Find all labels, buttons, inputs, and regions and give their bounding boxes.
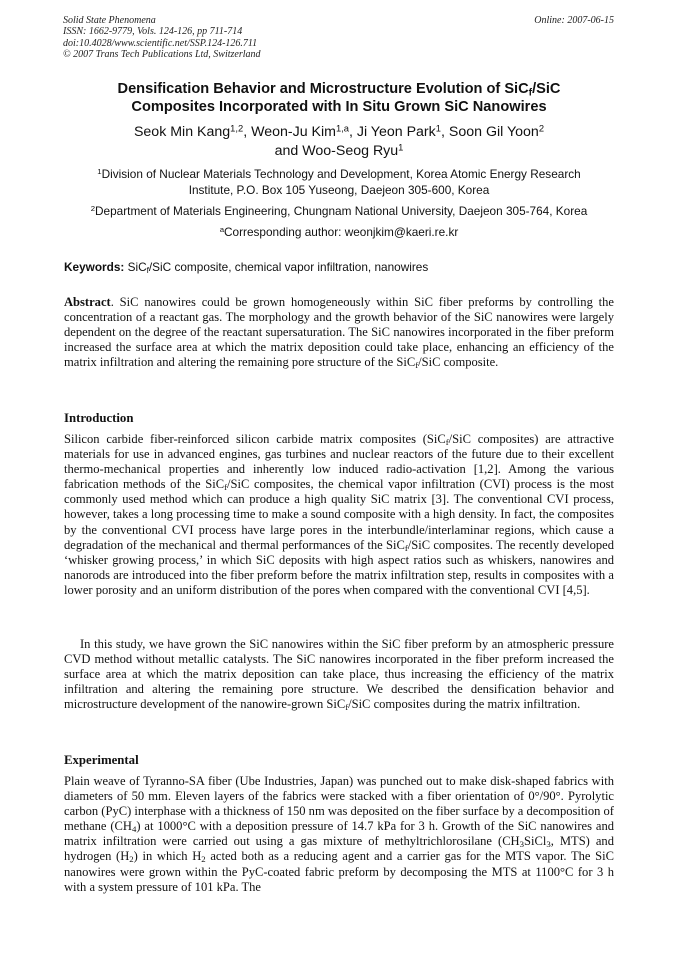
- author-affiliation-mark: 1,a: [335, 123, 349, 134]
- experimental-heading: Experimental: [64, 753, 139, 767]
- introduction-paragraph-1: Silicon carbide fiber-reinforced silicon carbide matrix composites (SiC$_f$/SiC composites) are attractive materials for use in advanced engines, gas turbines and nuclear reactors of the future due to their excellent thermo-mechanical properties and inherently low induced radio-activation [1,2]. Among the various fabrication methods of the SiC$_f$/SiC composites, the chemical vapor infiltration (CVI) process is the most commonly used method which can produce a high quality SiC matrix [3]. The conventional CVI process, however, takes a long processing time to make a sound composite with a high density. In fact, the composites by the conventional CVI process have large pores in the interbundle/interlaminar regions, which cause a degradation of the mechanical and thermal performances of the SiC$_f$/SiC composites. The recently developed ‘whisker growing process,’ in which SiC deposits with high aspect ratios such as whiskers, nanowires and nanorods are introduced into the fiber preform before the matrix infiltration step, results in composites with a lower porosity and an uniform distribution of the pores when compared with the conventional CVI [4,5].: [64, 432, 615, 597]
- author-name: Soon Gil Yoon: [448, 124, 539, 140]
- author-affiliation-mark: 1,2: [230, 123, 244, 134]
- author-affiliation-mark: 1: [435, 123, 441, 134]
- author-name: Ji Yeon Park: [356, 124, 436, 140]
- abstract-label: Abstract: [64, 295, 111, 309]
- author-line-2: [60, 142, 618, 161]
- author-name: Weon-Ju Kim: [251, 124, 336, 140]
- author-line-1: Seok Min Kang$^{1,2}$, Weon-Ju Kim$^{1,a}$, Ji Yeon Park$^1$, Soon Gil Yoon$^2$: [133, 123, 545, 140]
- author-affiliation-mark: 2: [538, 123, 545, 134]
- title-line-2: Composites Incorporated with In Situ Grown SiC Nanowires: [131, 99, 547, 115]
- experimental-paragraph: Plain weave of Tyranno-SA fiber (Ube Industries, Japan) was punched out to make disk-shaped fabrics with diameters of 50 mm. Eleven layers of the fabrics were stacked with a fiber orientation of 0°/90°. Pyrolytic carbon (PyC) interphase with a thickness of 150 nm was deposited on the fiber surface by a decomposition of methane $(CH_4)$ at 1000°C with a deposition pressure of 14.7 kPa for 3 h. Growth of the SiC nanowires and matrix infiltration were carried out using a gas mixture of methyltrichlorosilane ($CH_3SiCl_3$, MTS) and hydrogen $(H_2)$ in which $H_2$ acted both as a reducing agent and a carrier gas for the MTS vapor. The SiC nanowires were grown within the PyC-coated fabric preform by decomposing the MTS at 1100°C for 3 h with a system pressure of 101 kPa. The: [64, 774, 614, 894]
- journal-name: Solid State Phenomena: [63, 15, 156, 26]
- introduction-heading: Introduction: [64, 411, 134, 425]
- doi-line[interactable]: doi:10.4028/www.scientific.net/SSP.124-126.711: [63, 37, 258, 49]
- online-date: [534, 15, 614, 26]
- issn-line: ISSN: 1662-9779, Vols. 124-126, pp 711-714: [63, 26, 243, 38]
- author-affiliation-mark: 1: [398, 142, 404, 153]
- paper-title: [60, 80, 618, 116]
- online-date-text: Online: 2007-06-15: [534, 15, 614, 26]
- author-list: [60, 123, 618, 161]
- introduction-paragraph-2: In this study, we have grown the SiC nanowires within the SiC fiber preform by an atmospheric pressure CVD method without metallic catalysts. The SiC nanowires incorporated in the fiber preform increased the surface area at which the matrix deposition can take place, thus increasing the efficiency of the matrix infiltration and altering the remaining pore structure. We described the densification behavior and microstructure development of the nanowire-grown SiC$_f$/SiC composites during the matrix infiltration.: [64, 637, 614, 713]
- copyright-line: © 2007 Trans Tech Publications Ltd, Switzerland: [63, 49, 261, 61]
- author-name: Seok Min Kang: [133, 124, 231, 140]
- title-line-1: Densification Behavior and Microstructure Evolution of SiC$_f$/SiC: [117, 81, 561, 99]
- corresponding-author: $^a$Corresponding author: weonjkim@kaeri.re.kr: [219, 225, 459, 239]
- affiliation-1: $^1$Division of Nuclear Materials Technology and Development, Korea Atomic Energy Research Institute, P.O. Box 105 Yuseong, Daejeon 305-600, Korea: [97, 167, 581, 197]
- affiliation-2: $^2$Department of Materials Engineering, Chungnam National University, Daejeon 305-764, Korea: [90, 204, 588, 218]
- journal-header: [63, 15, 261, 61]
- abstract: Abstract. SiC nanowires could be grown homogeneously within SiC fiber preforms by controlling the concentration of a reactant gas. The morphology and the growth behavior of the SiC nanowires were largely dependent on the degree of the reactant supersaturation. The SiC nanowires incorporated in the fiber preform increased the surface area at which the matrix deposition could take place, enhancing an efficiency of the matrix infiltration and altering the remaining pore structure of the SiC$_f$/SiC composite.: [64, 295, 614, 371]
- author-name: and Woo-Seog Ryu: [274, 143, 399, 159]
- keywords: Keywords: SiC$_f$/SiC composite, chemical vapor infiltration, nanowires: [64, 260, 429, 276]
- keywords-label: Keywords:: [64, 260, 125, 274]
